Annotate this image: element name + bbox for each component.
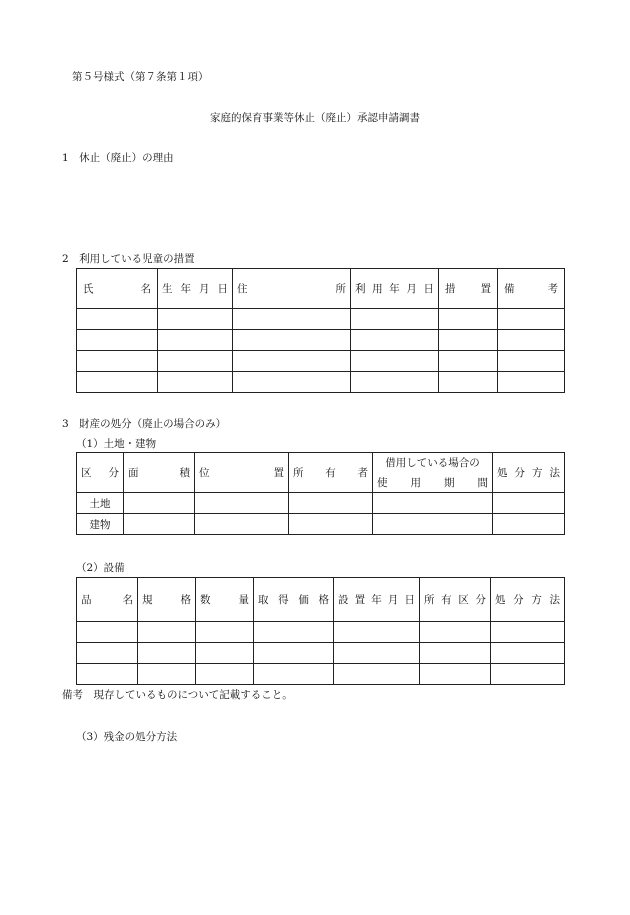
cell[interactable]	[351, 330, 439, 351]
cell[interactable]	[289, 514, 373, 535]
cell[interactable]	[373, 514, 493, 535]
header-install-1: 設	[338, 594, 349, 606]
header-disposal-1: 処	[497, 467, 508, 479]
header-disposal-4: 法	[549, 467, 560, 479]
table-row	[77, 622, 565, 643]
header-period-4: 間	[477, 476, 488, 489]
table-row	[77, 493, 565, 514]
cell[interactable]	[195, 514, 289, 535]
cell[interactable]	[439, 351, 498, 372]
header-area-1: 面	[128, 467, 139, 479]
header-qty-1: 数	[200, 594, 211, 606]
header-category-1: 区	[81, 467, 92, 479]
section2-heading: 2 利用している児童の措置	[62, 253, 195, 265]
header-period-2: 用	[410, 476, 421, 489]
cell[interactable]	[498, 330, 565, 351]
header-location-1: 位	[199, 467, 210, 479]
section3-heading: 3 財産の処分（廃止の場合のみ）	[62, 418, 227, 430]
cell[interactable]	[493, 514, 565, 535]
header-use-date-1: 利	[355, 283, 366, 295]
cell[interactable]	[196, 622, 254, 643]
cell[interactable]	[124, 514, 195, 535]
header-cost-1: 取	[258, 594, 269, 606]
cell[interactable]	[77, 643, 138, 664]
header-cost-3: 価	[298, 594, 309, 606]
cell[interactable]	[493, 493, 565, 514]
cell[interactable]	[196, 643, 254, 664]
header-disposal-3: 方	[532, 467, 543, 479]
cell[interactable]	[439, 372, 498, 393]
remarks-note: 備考 現存しているものについて記載すること。	[62, 689, 293, 701]
header-eq-disposal-3: 方	[531, 594, 542, 606]
cell[interactable]	[491, 643, 565, 664]
land-building-table	[76, 452, 565, 535]
cell[interactable]	[195, 493, 289, 514]
cell[interactable]	[351, 372, 439, 393]
table-row	[77, 643, 565, 664]
equipment-heading: （2）設備	[76, 562, 125, 574]
land-building-heading: （1）土地・建物	[76, 438, 157, 450]
cell[interactable]	[254, 664, 334, 685]
row-label-land: 土地	[77, 493, 124, 514]
cell[interactable]	[196, 664, 254, 685]
header-install-2: 置	[354, 594, 366, 606]
header-address-1: 住	[237, 283, 248, 295]
equipment-table	[76, 577, 565, 685]
header-item-1: 品	[81, 594, 92, 606]
surplus-heading: （3）残金の処分方法	[76, 731, 178, 743]
cell[interactable]	[138, 622, 196, 643]
header-item-2: 名	[122, 594, 133, 606]
equipment-table-header-row	[77, 578, 565, 622]
table-row	[77, 351, 565, 372]
table-row	[77, 514, 565, 535]
cell[interactable]	[334, 664, 420, 685]
header-use-date-3: 年	[389, 283, 400, 295]
header-owner-1: 所	[293, 467, 304, 479]
cell[interactable]	[158, 372, 233, 393]
header-period-1: 使	[377, 476, 388, 489]
children-measures-table	[76, 268, 565, 393]
cell[interactable]	[254, 622, 334, 643]
header-disposal-2: 分	[514, 467, 525, 479]
cell[interactable]	[351, 351, 439, 372]
header-ownership-1: 所	[424, 594, 435, 606]
header-measure-2: 置	[480, 283, 491, 295]
header-remarks-1: 備	[504, 283, 515, 295]
cell[interactable]	[334, 643, 420, 664]
header-spec-2: 格	[180, 594, 191, 606]
header-address-2: 所	[335, 283, 346, 295]
header-period-3: 期	[444, 476, 455, 489]
cell[interactable]	[77, 330, 158, 351]
header-install-5: 日	[404, 594, 415, 606]
table-row	[77, 330, 565, 351]
cell[interactable]	[420, 622, 491, 643]
table-row	[77, 309, 565, 330]
row-label-building: 建物	[77, 514, 124, 535]
header-eq-disposal-4: 法	[549, 594, 560, 606]
cell[interactable]	[498, 309, 565, 330]
header-owner-2: 有	[325, 467, 336, 479]
table-row	[77, 664, 565, 685]
cell[interactable]	[498, 351, 565, 372]
header-ownership-3: 区	[458, 594, 469, 606]
header-birth-2: 年	[180, 283, 191, 295]
cell[interactable]	[77, 664, 138, 685]
header-eq-disposal-2: 分	[513, 594, 524, 606]
header-use-date-2: 用	[372, 283, 383, 295]
document-title: 家庭的保育事業等休止（廃止）承認申請調書	[210, 112, 420, 124]
header-measure-1: 措	[445, 283, 456, 295]
cell[interactable]	[158, 309, 233, 330]
header-eq-disposal-1: 処	[495, 594, 506, 606]
header-use-date-5: 日	[423, 283, 434, 295]
header-area-2: 積	[179, 467, 190, 479]
cell[interactable]	[77, 372, 158, 393]
cell[interactable]	[439, 330, 498, 351]
cell[interactable]	[138, 643, 196, 664]
section1-heading: 1 休止（廃止）の理由	[62, 152, 174, 164]
cell[interactable]	[420, 643, 491, 664]
header-name-2: 名	[140, 283, 151, 295]
cell[interactable]	[124, 493, 195, 514]
header-cost-2: 得	[278, 594, 289, 606]
cell[interactable]	[233, 372, 351, 393]
cell[interactable]	[233, 330, 351, 351]
header-owner-3: 者	[357, 467, 368, 479]
cell[interactable]	[233, 309, 351, 330]
children-table-header-row	[77, 269, 565, 309]
header-birth-4: 日	[217, 283, 228, 295]
cell[interactable]	[77, 309, 158, 330]
header-birth-1: 生	[162, 283, 173, 295]
header-name-1: 氏	[83, 283, 94, 295]
cell[interactable]	[289, 493, 373, 514]
table-row	[77, 372, 565, 393]
header-location-2: 置	[273, 467, 284, 479]
cell[interactable]	[138, 664, 196, 685]
cell[interactable]	[498, 372, 565, 393]
header-install-4: 月	[387, 594, 399, 606]
cell[interactable]	[254, 643, 334, 664]
cell[interactable]	[373, 493, 493, 514]
cell[interactable]	[491, 664, 565, 685]
cell[interactable]	[77, 622, 138, 643]
header-if-borrowed: 借用している場合の	[385, 457, 480, 470]
header-category-2: 分	[108, 467, 119, 479]
header-birth-3: 月	[199, 283, 210, 295]
form-number: 第５号様式（第７条第１項）	[72, 71, 209, 83]
cell[interactable]	[420, 664, 491, 685]
header-qty-2: 量	[238, 594, 249, 606]
cell[interactable]	[351, 309, 439, 330]
header-remarks-2: 考	[547, 283, 558, 295]
header-ownership-2: 有	[441, 594, 452, 606]
cell[interactable]	[233, 351, 351, 372]
header-use-date-4: 月	[406, 283, 417, 295]
cell[interactable]	[439, 309, 498, 330]
cell[interactable]	[77, 351, 158, 372]
cell[interactable]	[158, 351, 233, 372]
cell[interactable]	[491, 622, 565, 643]
header-cost-4: 格	[318, 594, 329, 606]
header-ownership-4: 分	[475, 594, 486, 606]
land-table-header-row	[77, 453, 565, 473]
header-spec-1: 規	[142, 594, 153, 606]
cell[interactable]	[334, 622, 420, 643]
header-install-3: 年	[371, 594, 382, 606]
cell[interactable]	[158, 330, 233, 351]
